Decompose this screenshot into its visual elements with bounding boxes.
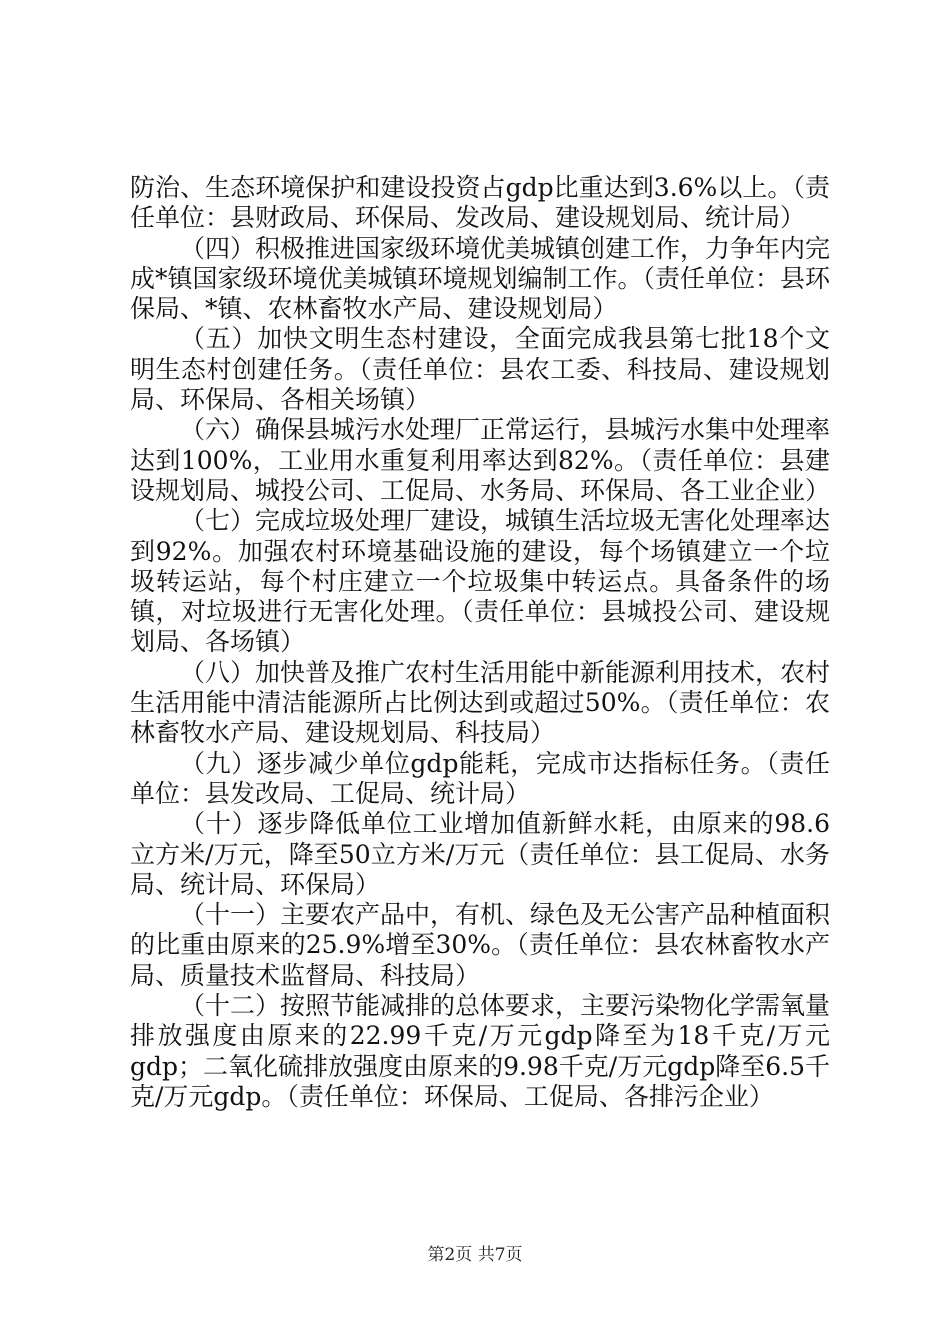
paragraph-item-12: （十二）按照节能减排的总体要求，主要污染物化学需氧量排放强度由原来的22.99千克/万元gdp降至为18千克/万元gdp；二氧化硫排放强度由原来的9.98千克/万元gdp降至6.5千克/万元gdp。（责任单位：环保局、工促局、各排污企业） [130,991,831,1111]
page-number-footer: 第2页 共7页 [427,1245,523,1265]
paragraph-item-8: （八）加快普及推广农村生活用能中新能源利用技术，农村生活用能中清洁能源所占比例达到或超过50%。（责任单位：农林畜牧水产局、建设规划局、科技局） [130,657,831,748]
paragraph-continuation: 防治、生态环境保护和建设投资占gdp比重达到3.6%以上。（责任单位：县财政局、环保局、发改局、建设规划局、统计局） [130,173,830,233]
paragraph-item-6: （六）确保县城污水处理厂正常运行，县城污水集中处理率达到100%，工业用水重复利用率达到82%。（责任单位：县建设规划局、城投公司、工促局、水务局、环保局、各工业企业） [130,415,831,505]
paragraph-item-9: （九）逐步减少单位gdp能耗，完成市达指标任务。（责任单位：县发改局、工促局、统计局） [130,748,830,808]
paragraph-item-11: （十一）主要农产品中，有机、绿色及无公害产品种植面积的比重由原来的25.9%增至30%。（责任单位：县农林畜牧水产局、质量技术监督局、科技局） [130,900,831,990]
paragraph-item-10: （十）逐步降低单位工业增加值新鲜水耗，由原来的98.6立方米/万元，降至50立方米/万元（责任单位：县工促局、水务局、统计局、环保局） [130,809,830,899]
paragraph-item-5: （五）加快文明生态村建设，全面完成我县第七批18个文明生态村创建任务。（责任单位：县农工委、科技局、建设规划局、环保局、各相关场镇） [130,324,830,415]
document-body [130,173,830,1112]
paragraph-item-4: （四）积极推进国家级环境优美城镇创建工作，力争年内完成*镇国家级环境优美城镇环境规划编制工作。（责任单位：县环保局、*镇、农林畜牧水产局、建设规划局） [130,233,831,324]
paragraph-item-7: （七）完成垃圾处理厂建设，城镇生活垃圾无害化处理率达到92%。加强农村环境基础设施的建设，每个场镇建立一个垃圾转运站，每个村庄建立一个垃圾集中转运点。具备条件的场镇，对垃圾进行无害化处理。（责任单位：县城投公司、建设规划局、各场镇） [130,506,831,657]
